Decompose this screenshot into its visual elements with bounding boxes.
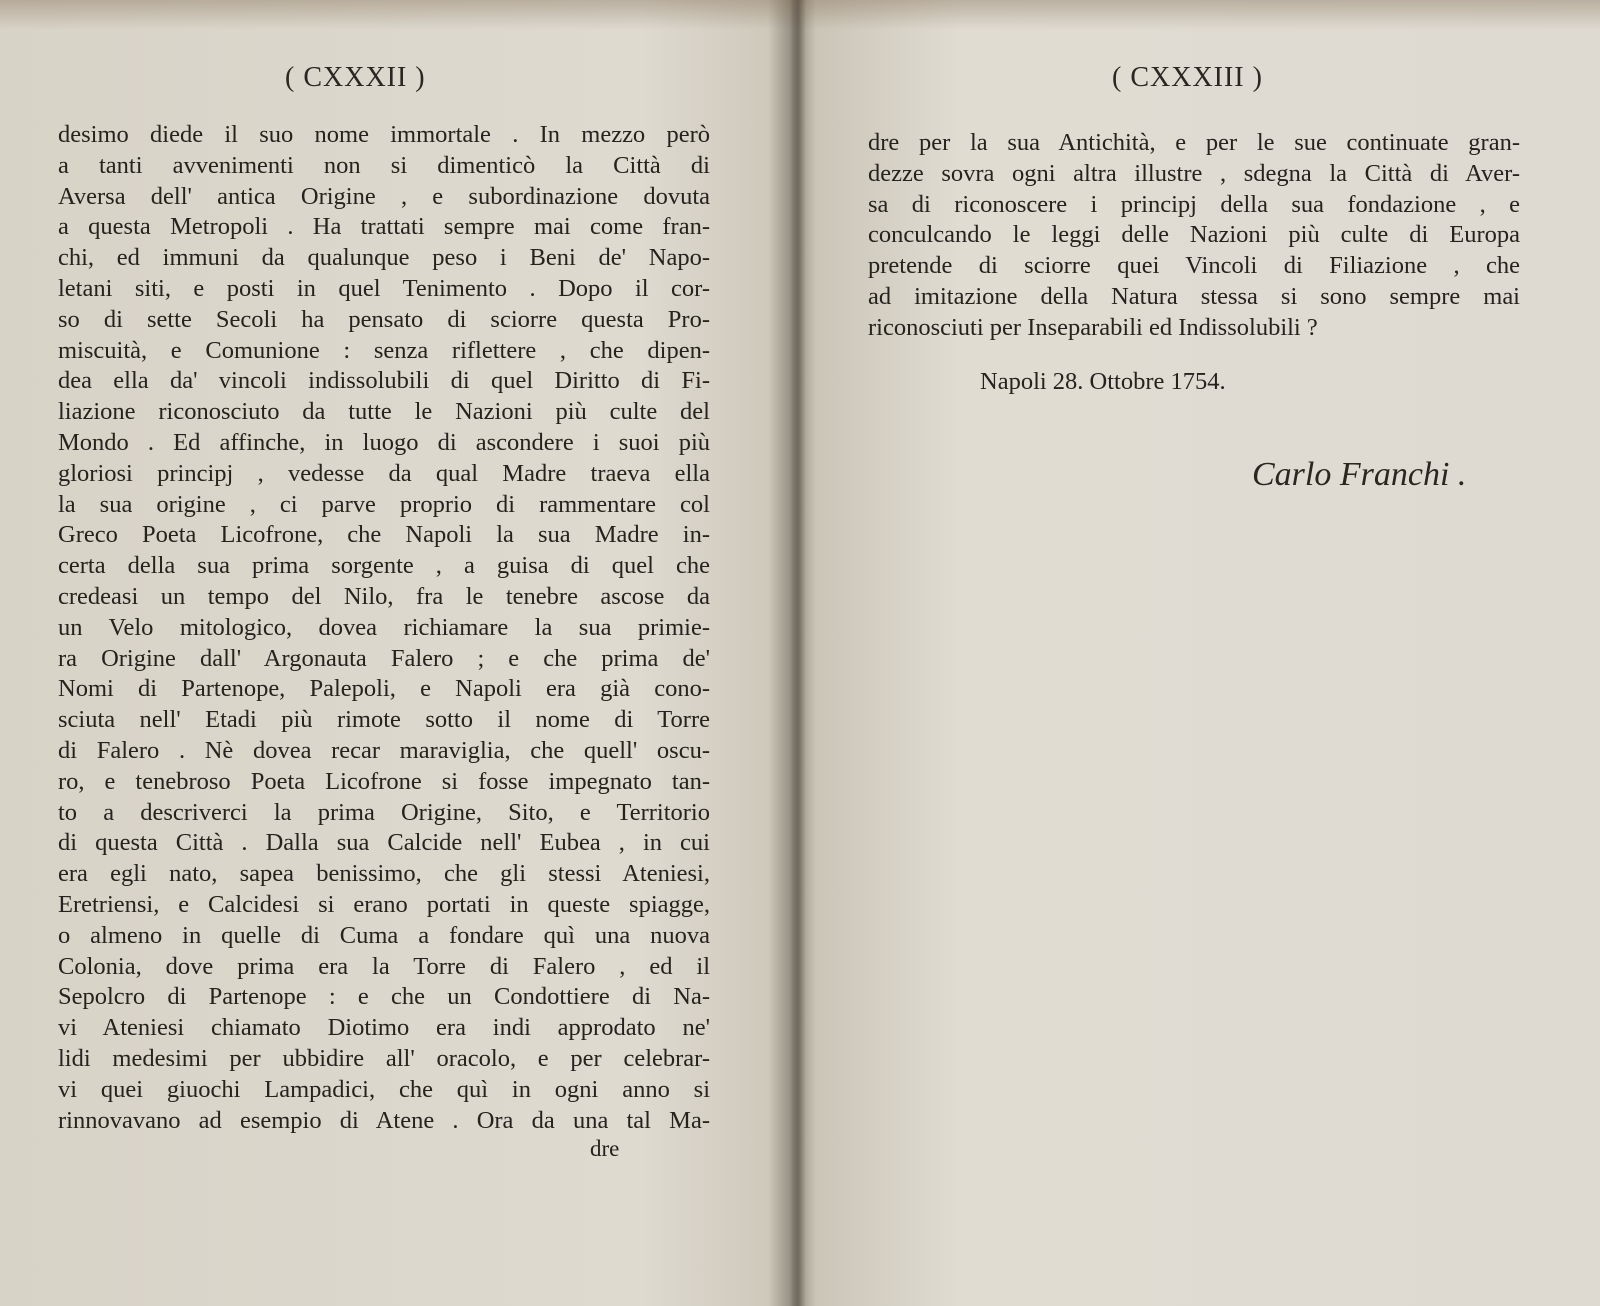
right-page-number: ( CXXXIII ) <box>1112 62 1263 93</box>
right-page <box>800 0 1600 1306</box>
text-line: Mondo . Ed affinche, in luogo di ascondere i suoi più <box>58 428 710 456</box>
text-line: to a descriverci la prima Origine, Sito, e Territorio <box>58 798 710 826</box>
catchword: dre <box>590 1136 620 1161</box>
text-line: desimo diede il suo nome immortale . In mezzo però <box>58 121 710 148</box>
text-line: la sua origine , ci parve proprio di rammentare col <box>58 490 710 518</box>
text-line: o almeno in quelle di Cuma a fondare quì una nuova <box>58 921 710 949</box>
text-line: miscuità, e Comunione : senza riflettere , che dipen- <box>58 336 710 364</box>
text-line: so di sette Secoli ha pensato di sciorre questa Pro- <box>58 305 710 333</box>
text-line: lidi medesimi per ubbidire all' oracolo, e per celebrar- <box>58 1044 710 1072</box>
text-line: sciuta nell' Etadi più rimote sotto il nome di Torre <box>58 706 710 734</box>
signature: Carlo Franchi . <box>1252 456 1467 493</box>
text-line: vi quei giuochi Lampadici, che quì in ogni anno si <box>58 1075 710 1103</box>
text-line: era egli nato, sapea benissimo, che gli stessi Ateniesi, <box>58 860 710 888</box>
text-line: ad imitazione della Natura stessa si sono sempre mai <box>868 282 1520 310</box>
text-line: Eretriensi, e Calcidesi si erano portati in queste spiagge, <box>58 890 710 918</box>
text-line: rinnovavano ad esempio di Atene . Ora da una tal Ma- <box>58 1106 710 1134</box>
text-line: a tanti avvenimenti non si dimenticò la Città di <box>58 151 710 179</box>
text-line: Sepolcro di Partenope : e che un Condottiere di Na- <box>58 983 710 1011</box>
left-page-number: ( CXXXII ) <box>285 62 426 93</box>
text-line: conculcando le leggi delle Nazioni più culte di Europa <box>868 221 1520 249</box>
text-line: vi Ateniesi chiamato Diotimo era indi approdato ne' <box>58 1014 710 1042</box>
text-line: riconosciuti per Inseparabili ed Indissolubili ? <box>868 313 1318 341</box>
left-page-text <box>58 120 710 1136</box>
text-line: Greco Poeta Licofrone, che Napoli la sua Madre in- <box>58 521 710 549</box>
text-line: ra Origine dall' Argonauta Falero ; e che prima de' <box>58 644 710 672</box>
left-page <box>0 0 795 1306</box>
text-line: gloriosi principj , vedesse da qual Madre traeva ella <box>58 459 710 487</box>
text-line: sa di riconoscere i principj della sua fondazione , e <box>868 190 1520 218</box>
text-line: un Velo mitologico, dovea richiamare la sua primie- <box>58 613 710 641</box>
text-line: dezze sovra ogni altra illustre , sdegna la Città di Aver- <box>868 159 1520 187</box>
text-line: chi, ed immuni da qualunque peso i Beni de' Napo- <box>58 244 710 272</box>
right-page-text <box>868 128 1520 344</box>
letter-date: Napoli 28. Ottobre 1754. <box>980 368 1226 395</box>
text-line: liazione riconosciuto da tutte le Nazioni più culte del <box>58 398 710 426</box>
text-line: Nomi di Partenope, Palepoli, e Napoli era già cono- <box>58 675 710 703</box>
text-line: letani siti, e posti in quel Tenimento . Dopo il cor- <box>58 274 710 302</box>
text-line: ro, e tenebroso Poeta Licofrone si fosse impegnato tan- <box>58 767 710 795</box>
text-line: Colonia, dove prima era la Torre di Falero , ed il <box>58 952 710 980</box>
text-line: certa della sua prima sorgente , a guisa di quel che <box>58 552 710 580</box>
text-line: pretende di sciorre quei Vincoli di Filiazione , che <box>868 252 1520 280</box>
text-line: dea ella da' vincoli indissolubili di quel Diritto di Fi- <box>58 367 710 395</box>
text-line: di Falero . Nè dovea recar maraviglia, che quell' oscu- <box>58 736 710 764</box>
text-line: Aversa dell' antica Origine , e subordinazione dovuta <box>58 182 710 210</box>
text-line: di questa Città . Dalla sua Calcide nell' Eubea , in cui <box>58 829 710 857</box>
text-line: a questa Metropoli . Ha trattati sempre mai come fran- <box>58 213 710 241</box>
text-line: credeasi un tempo del Nilo, fra le tenebre ascose da <box>58 582 710 610</box>
text-line: dre per la sua Antichità, e per le sue continuate gran- <box>868 129 1520 156</box>
